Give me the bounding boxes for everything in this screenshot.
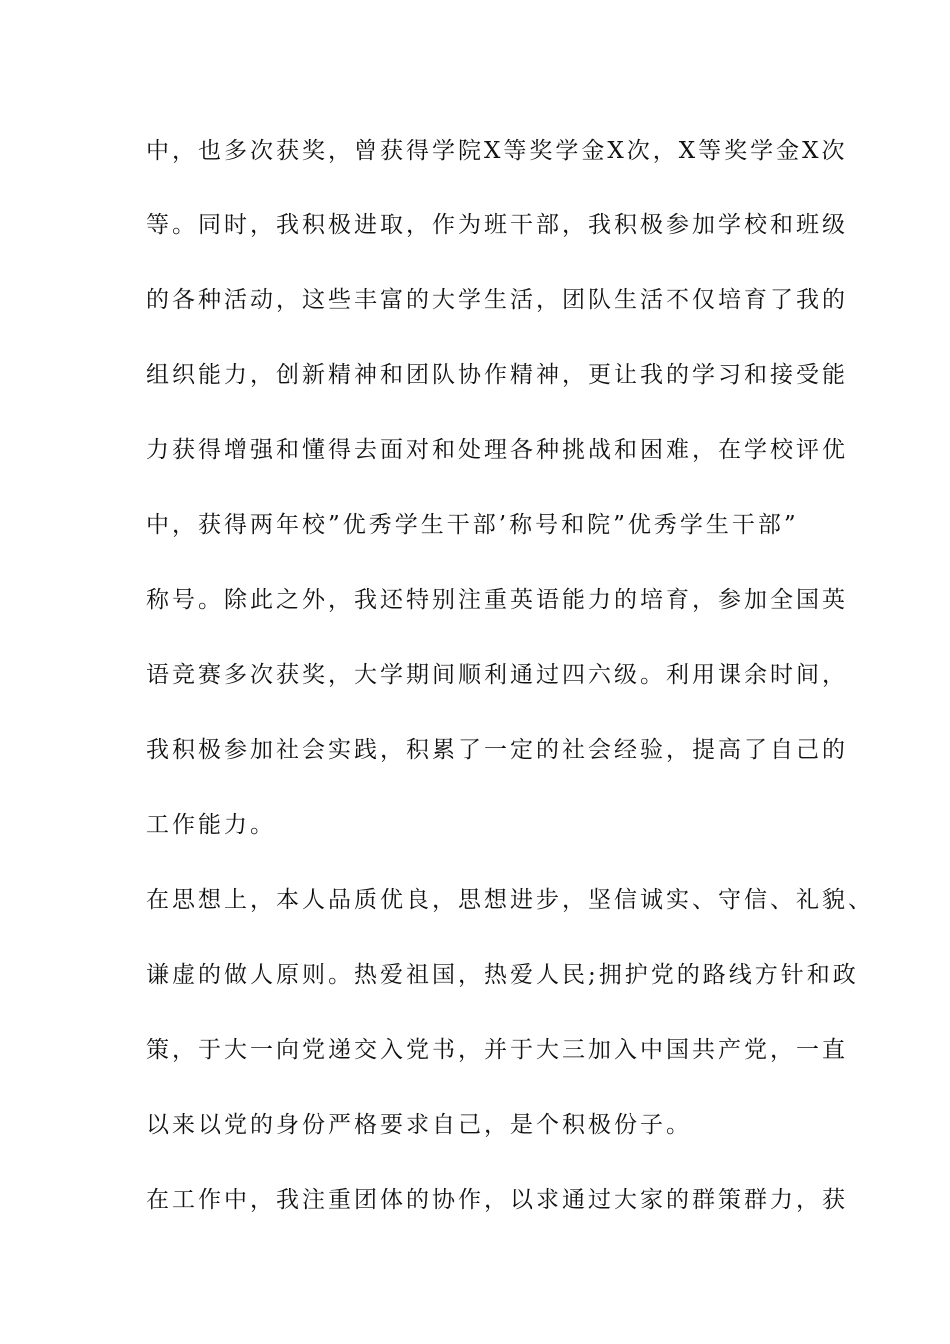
text-line: 的各种活动，这些丰富的大学生活，团队生活不仅培育了我的 [146, 287, 848, 313]
text-line: 称号。除此之外，我还特别注重英语能力的培育，参加全国英 [146, 587, 848, 613]
text-line: 中，也多次获奖，曾获得学院X等奖学金X次，X等奖学金X次 [146, 138, 848, 164]
text-line: 等。同时，我积极进取，作为班干部，我积极参加学校和班级 [146, 212, 848, 238]
text-line: 我积极参加社会实践，积累了一定的社会经验，提高了自己的 [146, 737, 848, 763]
text-line: 中，获得两年校”优秀学生干部’称号和院”优秀学生干部” [146, 512, 799, 538]
text-line: 语竞赛多次获奖，大学期间顺利通过四六级。利用课余时间， [146, 662, 848, 688]
paragraph-start-line: 在思想上，本人品质优良，思想进步，坚信诚实、守信、礼貌、 [146, 887, 874, 913]
text-line: 谦虚的做人原则。热爱祖国，热爱人民;拥护党的路线方针和政 [146, 962, 859, 988]
paragraph-start-line: 在工作中，我注重团体的协作，以求通过大家的群策群力，获 [146, 1187, 848, 1213]
text-line: 组织能力，创新精神和团队协作精神，更让我的学习和接受能 [146, 362, 848, 388]
text-line: 工作能力。 [146, 812, 276, 838]
text-line: 策，于大一向党递交入党书，并于大三加入中国共产党，一直 [146, 1037, 848, 1063]
text-line: 力获得增强和懂得去面对和处理各种挑战和困难，在学校评优 [146, 437, 848, 463]
text-line: 以来以党的身份严格要求自己，是个积极份子。 [146, 1112, 692, 1138]
